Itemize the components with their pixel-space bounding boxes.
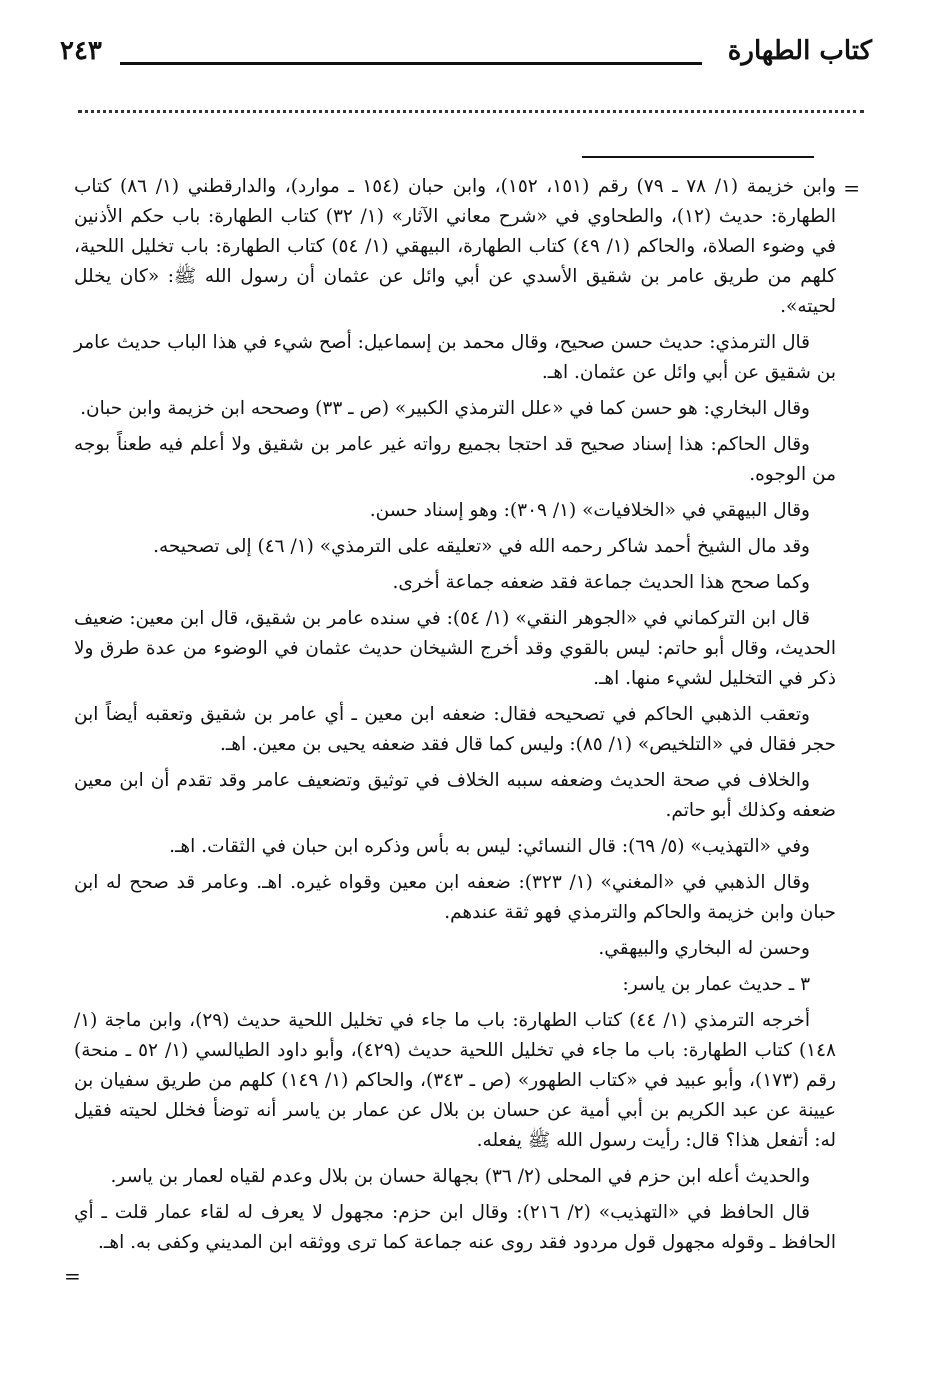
dotted-separator <box>78 90 864 113</box>
footnote-paragraph: وقال البخاري: هو حسن كما في «علل الترمذي الكبير» (ص ـ ٣٣) وصححه ابن خزيمة وابن حبان. <box>80 398 810 419</box>
footnote-paragraph: قال ابن التركماني في «الجوهر النقي» (١/ ٥٤): في سنده عامر بن شقيق، قال ابن معين: ضعيف الحديث، وقال أبو حاتم: ليس بالقوي وقد أخرج الشيخان حديث عثمان في الوضوء من عدة طرق ولا ذكر في التخليل لشيء منها. اهـ. <box>74 608 836 689</box>
footnote-paragraph: أخرجه الترمذي (١/ ٤٤) كتاب الطهارة: باب ما جاء في تخليل اللحية حديث (٢٩)، وابن ماجة (١/ ١٤٨) كتاب الطهارة: باب ما جاء في تخليل اللحية حديث (٤٢٩)، وأبو داود الطيالسي (١/ ٥٢ ـ منحة) رقم (١٧٣)، وأبو عبيد في «كتاب الطهور» (ص ـ ٣٤٣)، والحاكم (١/ ١٤٩) كلهم من طريق سفيان بن عيينة عن عبد الكريم بن أبي أمية عن حسان بن بلال عن عمار بن ياسر أنه توضأ فخلل لحيته فقيل له: أتفعل هذا؟ قال: رأيت رسول الله ﷺ يفعله. <box>74 1010 836 1151</box>
footnote-paragraph: وابن خزيمة (١/ ٧٨ ـ ٧٩) رقم (١٥١، ١٥٢)، وابن حبان (١٥٤ ـ موارد)، والدارقطني (١/ ٨٦) كتاب الطهارة: حديث (١٢)، والطحاوي في «شرح معاني الآثار» (١/ ٣٢) كتاب الطهارة: باب حكم الأذنين في وضوء الصلاة، والحاكم (١/ ٤٩) كتاب الطهارة، البيهقي (١/ ٥٤) كتاب الطهارة: باب تخليل اللحية، كلهم من طريق عامر بن شقيق الأسدي عن أبي وائل عن عثمان أن رسول الله ﷺ: «كان يخلل لحيته». <box>74 176 836 317</box>
footnote-body <box>74 172 836 1264</box>
continuation-mark-start: = <box>843 176 860 200</box>
footnote-paragraph: ٣ ـ حديث عمار بن ياسر: <box>622 974 810 995</box>
running-title: كتاب الطهارة <box>727 36 872 66</box>
footnote-paragraph: وكما صحح هذا الحديث جماعة فقد ضعفه جماعة أخرى. <box>392 572 810 593</box>
footnote-paragraph: وقد مال الشيخ أحمد شاكر رحمه الله في «تعليقه على الترمذي» (١/ ٤٦) إلى تصحيحه. <box>153 536 810 557</box>
footnote-separator <box>582 156 814 158</box>
footnote-paragraph: وتعقب الذهبي الحاكم في تصحيحه فقال: ضعفه ابن معين ـ أي عامر بن شقيق وتعقبه أيضاً ابن حجر فقال في «التلخيص» (١/ ٨٥): وليس كما قال فقد ضعفه يحيى بن معين. اهـ. <box>74 704 836 755</box>
footnote-paragraph: قال الحافظ في «التهذيب» (٢/ ٢١٦): وقال ابن حزم: مجهول لا يعرف له لقاء عمار قلت ـ أي الحافظ ـ وقوله مجهول قول مردود فقد روى عنه جماعة كما ترى ووثقه ابن المديني وكفى به. اهـ. <box>74 1202 836 1253</box>
footnote-paragraph: وقال البيهقي في «الخلافيات» (١/ ٣٠٩): وهو إسناد حسن. <box>369 500 810 521</box>
footnote-paragraph: قال الترمذي: حديث حسن صحيح، وقال محمد بن إسماعيل: أصح شيء في هذا الباب حديث عامر بن شقيق عن أبي وائل عن عثمان. اهـ. <box>74 332 836 383</box>
page-header <box>60 22 872 82</box>
footnote-paragraph: وقال الحاكم: هذا إسناد صحيح قد احتجا بجميع رواته غير عامر بن شقيق ولا أعلم فيه طعناً بوجه من الوجوه. <box>74 434 836 485</box>
footnote-paragraph: والخلاف في صحة الحديث وضعفه سببه الخلاف في توثيق وتضعيف عامر وقد تقدم أن ابن معين ضعفه وكذلك أبو حاتم. <box>74 770 836 821</box>
footnote-paragraph: وحسن له البخاري والبيهقي. <box>598 938 810 959</box>
footnote-paragraph: وفي «التهذيب» (٥/ ٦٩): قال النسائي: ليس به بأس وذكره ابن حبان في الثقات. اهـ. <box>169 836 810 857</box>
footnote-paragraph: وقال الذهبي في «المغني» (١/ ٣٢٣): ضعفه ابن معين وقواه غيره. اهـ. وعامر قد صحح له ابن حبان وابن خزيمة والحاكم والترمذي فهو ثقة عندهم. <box>74 872 836 923</box>
header-rule <box>120 62 702 65</box>
page-number: ٢٤٣ <box>60 36 102 66</box>
footnote-paragraph: والحديث أعله ابن حزم في المحلى (٢/ ٣٦) بجهالة حسان بن بلال وعدم لقياه لعمار بن ياسر. <box>110 1166 810 1187</box>
continuation-mark-end: = <box>64 1264 81 1288</box>
